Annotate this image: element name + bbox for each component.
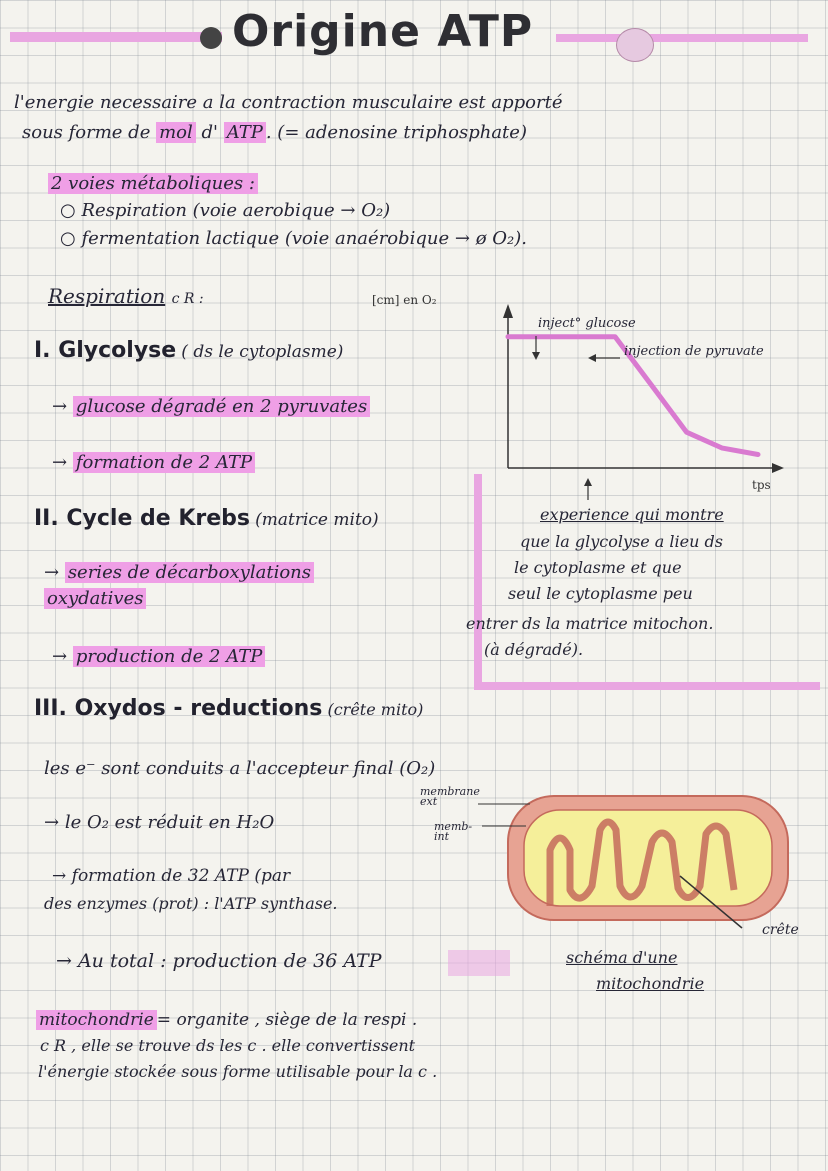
- arrow-icon: →: [52, 452, 73, 473]
- mito-label-membrane-ext: membrane ext: [420, 785, 480, 808]
- voies-heading: [48, 173, 258, 194]
- krebs-bullet-1-cont: oxydatives: [44, 588, 146, 609]
- mito-label-crete: crête: [762, 922, 799, 938]
- experience-line-3: le cytoplasme et que: [514, 558, 682, 577]
- mitochondria-diagram: [430, 790, 810, 950]
- pyruvate-arrow-head: [588, 354, 596, 362]
- krebs-bullet-2: → production de 2 ATP: [52, 646, 265, 667]
- intro-line2-a: sous forme de: [22, 122, 151, 143]
- intro-line2: [22, 122, 527, 143]
- experience-line-2: que la glycolyse a lieu ds: [520, 532, 723, 551]
- oxydo-heading: III. Oxydos - reductions (crête mito): [34, 696, 424, 721]
- intro-line1: l'energie necessaire a la contraction musculaire est apporté: [14, 92, 563, 113]
- experience-line-6: (à dégradé).: [484, 640, 584, 659]
- graph-annot-glucose: inject° glucose: [538, 316, 636, 331]
- glycolyse-bullet-2: → formation de 2 ATP: [52, 452, 255, 473]
- intro-highlight-mol: mol: [156, 122, 196, 143]
- mito-caption-line-1: schéma d'une: [566, 948, 678, 967]
- arrow-icon: →: [44, 812, 65, 833]
- krebs-bullet-1: → series de décarboxylations: [44, 562, 314, 583]
- oxydo-bullet-1: les e⁻ sont conduits a l'accepteur final (O₂): [44, 758, 436, 779]
- arrow-icon: →: [52, 396, 73, 417]
- arrow-icon: →: [44, 562, 65, 583]
- experience-line-1: experience qui montre: [540, 505, 724, 524]
- graph-annot-pyruvate: injection de pyruvate: [624, 344, 764, 359]
- conclusion-term: mitochondrie: [36, 1010, 157, 1030]
- conclusion-line-1: mitochondrie = organite , siège de la respi .: [36, 1010, 417, 1030]
- experience-border-bottom: [474, 682, 820, 690]
- hole-dot: [200, 27, 222, 49]
- graph-xlabel: tps: [752, 478, 771, 492]
- voies-heading-text: 2 voies métaboliques :: [48, 173, 258, 194]
- mito-label-memb-int: memb- int: [434, 820, 473, 843]
- title-underline-left: [10, 32, 222, 42]
- total-line: → Au total : production de 36 ATP: [56, 950, 382, 972]
- arrow-icon: →: [52, 866, 72, 886]
- conclusion-line-2: c R , elle se trouve ds les c . elle convertissent: [40, 1036, 416, 1055]
- page-title: Origine ATP: [232, 6, 534, 57]
- graph-ylabel: [cm] en O₂: [372, 293, 437, 307]
- brain-icon: [616, 28, 654, 62]
- conclusion-line-3: l'énergie stockée sous forme utilisable pour la c .: [38, 1062, 438, 1081]
- glucose-arrow-head: [532, 352, 540, 360]
- o2-graph: [470, 290, 810, 510]
- intro-line2-b: d': [201, 122, 218, 143]
- graph-y-arrow: [503, 304, 513, 318]
- oxydo-bullet-3-cont: des enzymes (prot) : l'ATP synthase.: [44, 894, 338, 913]
- respiration-heading: Respiration c R :: [48, 284, 204, 308]
- bullet-icon: ○: [60, 200, 82, 221]
- arrow-icon: →: [52, 646, 73, 667]
- graph-x-arrow: [772, 463, 784, 473]
- experience-line-4: seul le cytoplasme peu: [508, 584, 693, 603]
- total-highlight: [448, 950, 510, 976]
- glycolyse-bullet-1: → glucose dégradé en 2 pyruvates: [52, 396, 370, 417]
- bullet-icon: ○: [60, 228, 82, 249]
- experience-arrow-head: [584, 478, 592, 486]
- glycolyse-heading: I. Glycolyse ( ds le cytoplasme): [34, 338, 344, 363]
- title-underline-right: [556, 34, 808, 42]
- mito-caption-line-2: mitochondrie: [596, 974, 705, 993]
- krebs-heading: II. Cycle de Krebs (matrice mito): [34, 506, 379, 531]
- intro-highlight-atp: ATP: [224, 122, 266, 143]
- voies-item-2: ○ fermentation lactique (voie anaérobique → ø O₂).: [60, 228, 527, 249]
- voies-item-1: ○ Respiration (voie aerobique → O₂): [60, 200, 391, 221]
- experience-line-5: entrer ds la matrice mitochon.: [466, 614, 714, 633]
- oxydo-bullet-3: → formation de 32 ATP (par: [52, 866, 291, 886]
- experience-border-left: [474, 474, 482, 690]
- oxydo-bullet-2: → le O₂ est réduit en H₂O: [44, 812, 275, 833]
- intro-line2-c: . (= adenosine triphosphate): [265, 122, 527, 143]
